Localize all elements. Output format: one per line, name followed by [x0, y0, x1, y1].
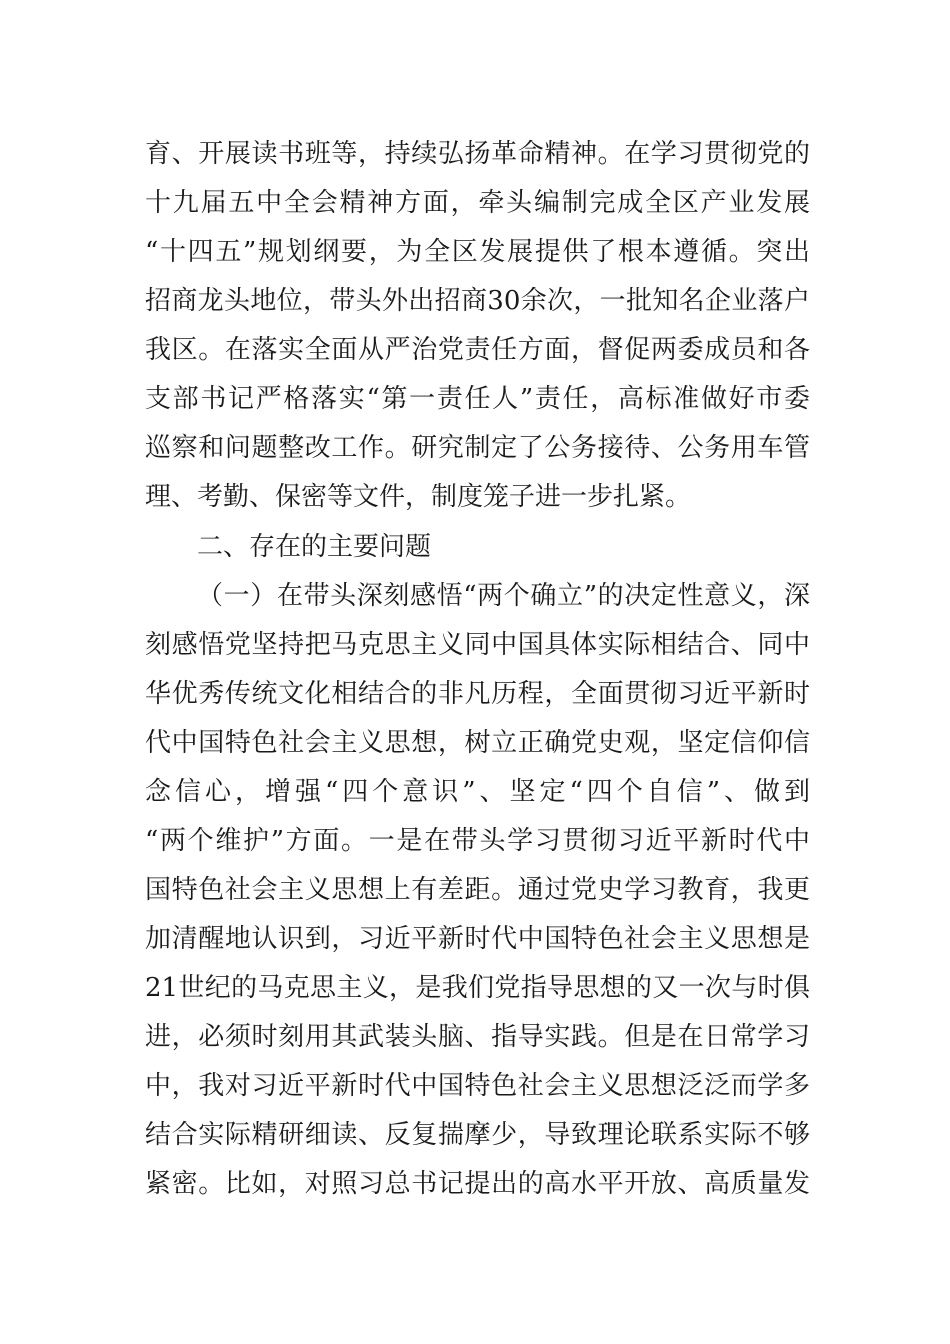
section-heading: 二、存在的主要问题	[197, 532, 432, 562]
paragraph-line: 育、开展读书班等，持续弘扬革命精神。在学习贯彻党的	[145, 139, 810, 169]
paragraph-line: 刻感悟党坚持把马克思主义同中国具体实际相结合、同中	[145, 630, 810, 660]
paragraph-line: 紧密。比如，对照习总书记提出的高水平开放、高质量发	[145, 1169, 810, 1199]
paragraph-line: 招商龙头地位，带头外出招商30余次，一批知名企业落户	[145, 286, 810, 316]
paragraph-line: 我区。在落实全面从严治党责任方面，督促两委成员和各	[145, 335, 810, 365]
paragraph-line: “十四五”规划纲要，为全区发展提供了根本遵循。突出	[145, 237, 810, 267]
paragraph-line: 21世纪的马克思主义，是我们党指导思想的又一次与时俱	[145, 973, 810, 1003]
paragraph-line: 巡察和问题整改工作。研究制定了公务接待、公务用车管	[145, 433, 810, 463]
paragraph-line: 中，我对习近平新时代中国特色社会主义思想泛泛而学多	[145, 1071, 810, 1101]
paragraph-line: 华优秀传统文化相结合的非凡历程，全面贯彻习近平新时	[145, 679, 810, 709]
paragraph-line: “两个维护”方面。一是在带头学习贯彻习近平新时代中	[145, 826, 810, 856]
paragraph-line: 代中国特色社会主义思想，树立正确党史观，坚定信仰信	[145, 728, 810, 758]
paragraph-line: 加清醒地认识到，习近平新时代中国特色社会主义思想是	[145, 924, 810, 954]
paragraph-line: 国特色社会主义思想上有差距。通过党史学习教育，我更	[145, 875, 810, 905]
subsection-heading-line: （一）在带头深刻感悟“两个确立”的决定性意义，深	[197, 581, 810, 611]
paragraph-line: 理、考勤、保密等文件，制度笼子进一步扎紧。	[145, 482, 692, 512]
paragraph-line: 念信心，增强“四个意识”、坚定“四个自信”、做到	[145, 777, 810, 807]
paragraph-line: 进，必须时刻用其武装头脑、指导实践。但是在日常学习	[145, 1022, 810, 1052]
paragraph-line: 支部书记严格落实“第一责任人”责任，高标准做好市委	[145, 384, 810, 414]
paragraph-line: 结合实际精研细读、反复揣摩少，导致理论联系实际不够	[145, 1120, 810, 1150]
paragraph-line: 十九届五中全会精神方面，牵头编制完成全区产业发展	[145, 188, 810, 218]
